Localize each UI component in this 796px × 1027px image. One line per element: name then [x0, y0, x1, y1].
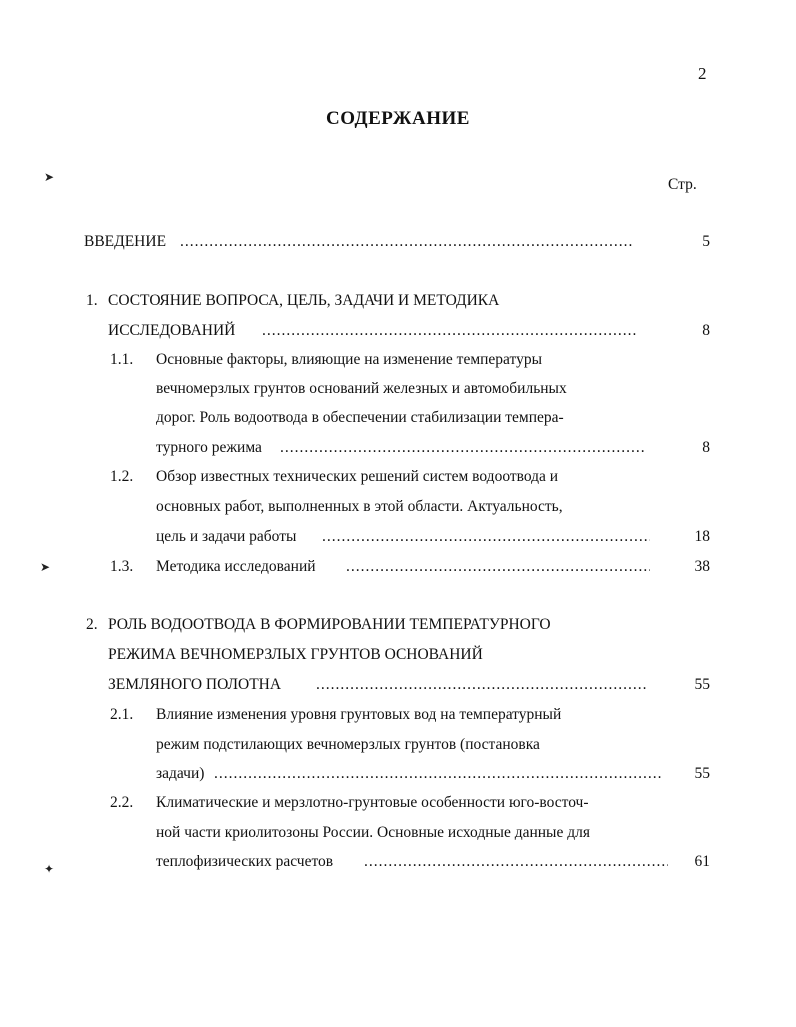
- toc-page-number: 8: [702, 322, 710, 339]
- scan-mark-icon: ➤: [40, 560, 51, 574]
- toc-entry-text: ВВЕДЕНИЕ: [84, 233, 167, 250]
- toc-entry-text: ной части криолитозоны России. Основные исходные данные для: [156, 824, 590, 841]
- toc-section-number: 2.: [86, 616, 98, 633]
- dot-leader: [180, 233, 632, 251]
- toc-section-number: 1.2.: [110, 468, 134, 485]
- scan-mark-icon: ➤: [44, 170, 55, 184]
- toc-entry-text: РОЛЬ ВОДООТВОДА В ФОРМИРОВАНИИ ТЕМПЕРАТУРНОГО: [108, 616, 551, 633]
- dot-leader: [346, 558, 650, 576]
- toc-entry-text: режим подстилающих вечномерзлых грунтов (постановка: [156, 736, 540, 753]
- toc-page-number: 61: [694, 853, 710, 870]
- page-title: СОДЕРЖАНИЕ: [326, 108, 470, 129]
- toc-page-number: 8: [702, 439, 710, 456]
- toc-entry-text: турного режима: [156, 439, 262, 456]
- toc-section-number: 1.: [86, 292, 98, 309]
- toc-entry-text: Влияние изменения уровня грунтовых вод на температурный: [156, 706, 562, 723]
- toc-entry-text: Методика исследований: [156, 558, 316, 575]
- toc-page-number: 38: [694, 558, 710, 575]
- toc-entry-text: СОСТОЯНИЕ ВОПРОСА, ЦЕЛЬ, ЗАДАЧИ И МЕТОДИКА: [108, 292, 500, 309]
- dot-leader: [214, 765, 662, 783]
- toc-entry-text: РЕЖИМА ВЕЧНОМЕРЗЛЫХ ГРУНТОВ ОСНОВАНИЙ: [108, 646, 483, 663]
- toc-entry-text: ЗЕМЛЯНОГО ПОЛОТНА: [108, 676, 282, 693]
- dot-leader: [316, 676, 648, 694]
- toc-entry-text: вечномерзлых грунтов оснований железных и автомобильных: [156, 380, 567, 397]
- dot-leader: [280, 439, 646, 457]
- toc-entry-text: дорог. Роль водоотвода в обеспечении стабилизации темпера-: [156, 409, 564, 426]
- toc-section-number: 2.2.: [110, 794, 134, 811]
- toc-entry-text: Обзор известных технических решений систем водоотвода и: [156, 468, 559, 485]
- toc-entry-text: задачи): [156, 765, 205, 782]
- dot-leader: [322, 528, 650, 546]
- toc-entry-text: Климатические и мерзлотно-грунтовые особенности юго-восточ-: [156, 794, 589, 811]
- scan-mark-icon: ✦: [44, 862, 55, 876]
- toc-page-number: 55: [694, 765, 710, 782]
- toc-entry-text: основных работ, выполненных в этой области. Актуальность,: [156, 498, 563, 515]
- dot-leader: [364, 853, 668, 871]
- toc-section-number: 1.1.: [110, 351, 134, 368]
- dot-leader: [262, 322, 636, 340]
- toc-section-number: 1.3.: [110, 558, 134, 575]
- page-column-label: Стр.: [668, 176, 697, 193]
- toc-page-number: 55: [694, 676, 710, 693]
- page-number: 2: [698, 64, 707, 83]
- toc-entry-text: теплофизических расчетов: [156, 853, 334, 870]
- toc-section-number: 2.1.: [110, 706, 134, 723]
- toc-entry-text: цель и задачи работы: [156, 528, 297, 545]
- toc-entry-text: Основные факторы, влияющие на изменение температуры: [156, 351, 543, 368]
- toc-page-number: 18: [694, 528, 710, 545]
- toc-page-number: 5: [702, 233, 710, 250]
- toc-entry-text: ИССЛЕДОВАНИЙ: [108, 322, 236, 339]
